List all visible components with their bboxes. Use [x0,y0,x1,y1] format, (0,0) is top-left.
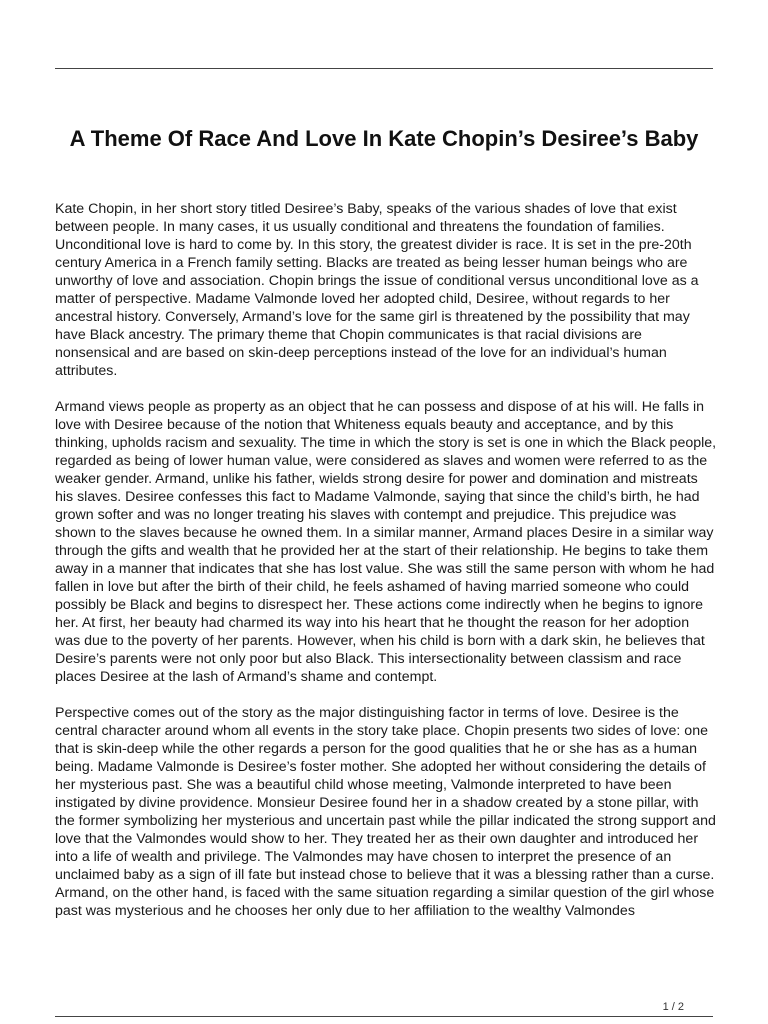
paragraph-2: Armand views people as property as an object that he can possess and dispose of at his will. He falls in love with Desiree because of the notion that Whiteness equals beauty and acceptance, and by this thinking, upholds racism and sexuality. The time in which the story is set is one in which the Black people, regarded as being of lower human value, were considered as slaves and women were referred to as the weaker gender. Armand, unlike his father, wields strong desire for power and domination and mistreats his slaves. Desiree confesses this fact to Madame Valmonde, saying that since the child’s birth, he had grown softer and was no longer treating his slaves with contempt and prejudice. This prejudice was shown to the slaves because he owned them. In a similar manner, Armand places Desire in a similar way through the gifts and wealth that he provided her at the start of their relationship. He begins to take them away in a manner that indicates that she has lost value. She was still the same person with whom he had fallen in love but after the birth of their child, he feels ashamed of having married someone who could possibly be Black and begins to disrespect her. These actions come indirectly when he begins to ignore her. At first, her beauty had charmed its way into his heart that he thought the reason for her adoption was due to the poverty of her parents. However, when his child is born with a dark skin, he believes that Desire’s parents were not only poor but also Black. This intersectionality between classism and race places Desiree at the lash of Armand’s shame and contempt. [55,399,717,685]
document-title: A Theme Of Race And Love In Kate Chopin’s Desiree’s Baby [69,126,699,151]
paragraph-3: Perspective comes out of the story as the major distinguishing factor in terms of love. Desiree is the central character around whom all events in the story take place. Chopin presents two sides of love: one that is skin-deep while the other regards a person for the good qualities that he or she has as a human being. Madame Valmonde is Desiree’s foster mother. She adopted her without considering the details of her mysterious past. She was a beautiful child whose meeting, Valmonde interpreted to have been instigated by divine providence. Monsieur Desiree found her in a shadow created by a stone pillar, with the former symbolizing her mysterious and uncertain past while the pillar indicated the strong support and love that the Valmondes would show to her. They treated her as their own daughter and introduced her into a life of wealth and privilege. The Valmondes may have chosen to interpret the presence of an unclaimed baby as a sign of ill fate but instead chose to believe that it was a blessing rather than a curse. Armand, on the other hand, is faced with the same situation regarding a similar question of the girl whose past was mysterious and he chooses her only due to her affiliation to the wealthy Valmondes [55,705,716,919]
footer-divider [55,1016,713,1017]
paragraph-1: Kate Chopin, in her short story titled Desiree’s Baby, speaks of the various shades of love that exist between people. In many cases, it us usually conditional and threatens the foundation of families. Unconditional love is hard to come by. In this story, the greatest divider is race. It is set in the pre-20th century America in a French family setting. Blacks are treated as being lesser human beings who are unworthy of love and association. Chopin brings the issue of conditional versus unconditional love as a matter of perspective. Madame Valmonde loved her adopted child, Desiree, without regards to her ancestral history. Conversely, Armand’s love for the same girl is threatened by the possibility that may have Black ancestry. The primary theme that Chopin communicates is that racial divisions are nonsensical and are based on skin-deep perceptions instead of the love for an individual’s human attributes. [55,201,699,379]
document-body [55,200,717,938]
page-number: 1 / 2 [662,1001,684,1013]
header-divider [55,68,713,69]
